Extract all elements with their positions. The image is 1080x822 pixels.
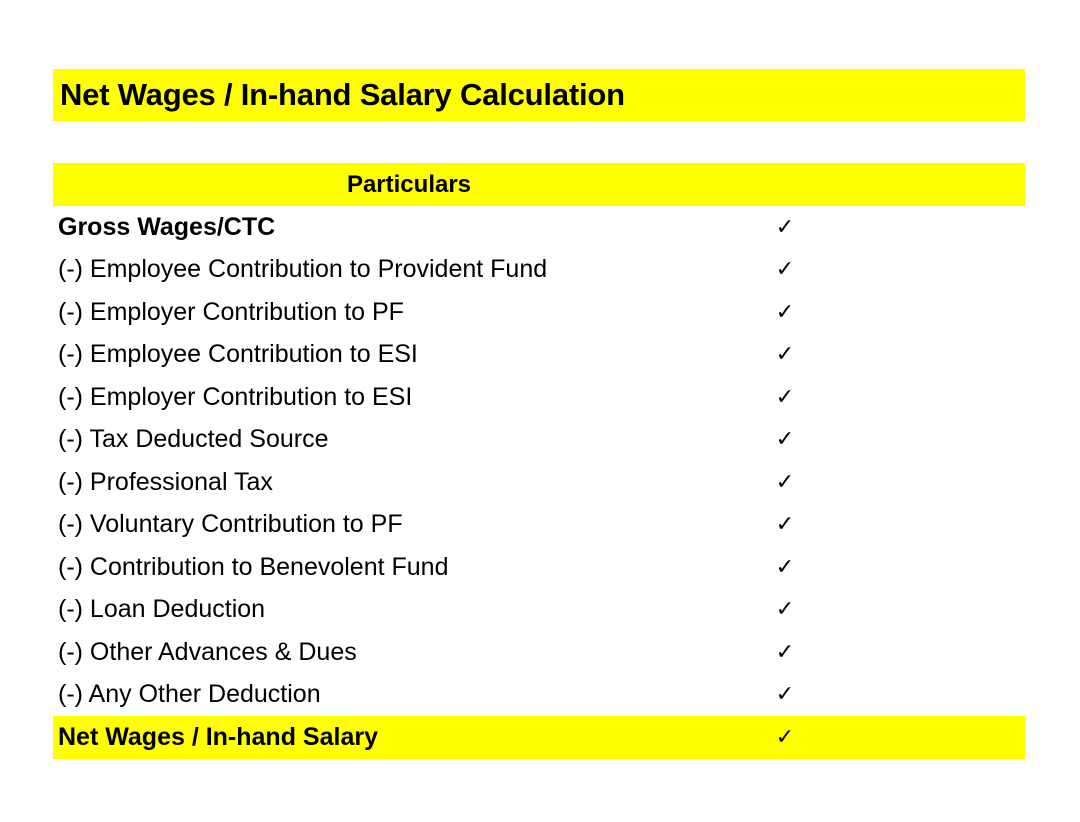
total-label: Net Wages / In-hand Salary [58,722,378,751]
table-row [53,504,1025,547]
check-icon: ✓ [775,724,795,750]
table-row [53,631,1025,674]
row-label: (-) Employee Contribution to ESI [58,340,418,369]
row-label: (-) Voluntary Contribution to PF [58,510,403,539]
table-row [53,674,1025,717]
check-icon: ✓ [775,384,795,410]
check-icon: ✓ [775,427,795,453]
table-row [53,249,1025,292]
particulars-header: Particulars [346,170,472,198]
check-icon: ✓ [775,554,795,580]
table-header-row [53,163,1025,206]
table-row [53,419,1025,462]
row-label: (-) Tax Deducted Source [58,425,329,454]
table-row [53,589,1025,632]
row-label: Gross Wages/CTC [58,212,276,241]
check-icon: ✓ [775,342,795,368]
title-bar [53,69,1025,121]
check-icon: ✓ [775,512,795,538]
check-icon: ✓ [775,682,795,708]
table-row [53,376,1025,419]
check-icon: ✓ [775,257,795,283]
row-label: (-) Contribution to Benevolent Fund [58,552,449,581]
row-label: (-) Professional Tax [58,467,273,496]
row-label: (-) Loan Deduction [58,595,266,624]
table-row [53,546,1025,589]
row-label: (-) Employer Contribution to ESI [58,382,413,411]
page-title: Net Wages / In-hand Salary Calculation [60,77,625,112]
row-label: (-) Other Advances & Dues [58,637,357,666]
check-icon: ✓ [775,469,795,495]
salary-table [53,163,1025,759]
table-row-gross-wages [53,206,1025,249]
table-row-net-wages [53,716,1025,759]
check-icon: ✓ [775,639,795,665]
check-icon: ✓ [775,214,795,240]
table-row [53,461,1025,504]
check-icon: ✓ [775,597,795,623]
check-icon: ✓ [775,299,795,325]
table-row [53,291,1025,334]
row-label: (-) Any Other Deduction [58,680,321,709]
table-row [53,334,1025,377]
row-label: (-) Employer Contribution to PF [58,297,404,326]
row-label: (-) Employee Contribution to Provident Fund [58,255,548,284]
